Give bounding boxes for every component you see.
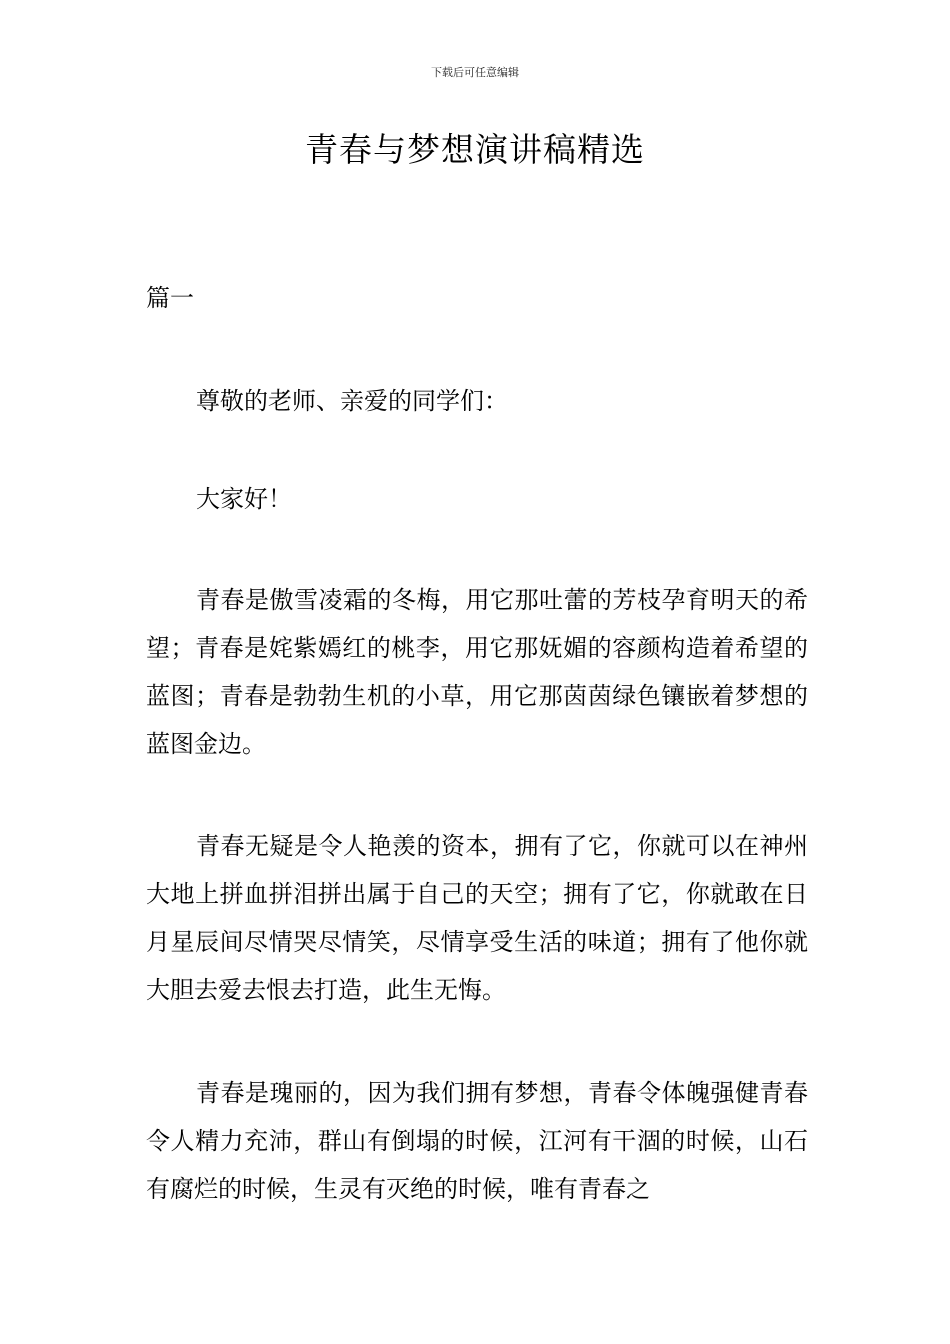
paragraph-hello: 大家好！ (196, 485, 292, 513)
section-label: 篇一 (146, 284, 194, 312)
document-title: 青春与梦想演讲稿精选 (305, 130, 645, 169)
paragraph-youth-metaphors: 青春是傲雪凌霜的冬梅，用它那吐蕾的芳枝孕育明天的希望；青春是姹紫嫣红的桃李，用它那妩媚的容颜构造着希望的蓝图；青春是勃勃生机的小草，用它那茵茵绿色镶嵌着梦想的蓝图金边。 (146, 586, 808, 758)
paragraph-greeting: 尊敬的老师、亲爱的同学们： (196, 387, 508, 415)
header-note: 下载后可任意编辑 (431, 66, 519, 79)
paragraph-youth-dreams: 青春是瑰丽的，因为我们拥有梦想，青春令体魄强健青春令人精力充沛，群山有倒塌的时候，江河有干涸的时候，山石有腐烂的时候，生灵有灭绝的时候，唯有青春之 (146, 1079, 808, 1203)
paragraph-youth-capital: 青春无疑是令人艳羡的资本，拥有了它，你就可以在神州大地上拼血拼泪拼出属于自己的天空；拥有了它，你就敢在日月星辰间尽情哭尽情笑，尽情享受生活的味道；拥有了他你就大胆去爱去恨去打造，此生无悔。 (146, 832, 808, 1004)
